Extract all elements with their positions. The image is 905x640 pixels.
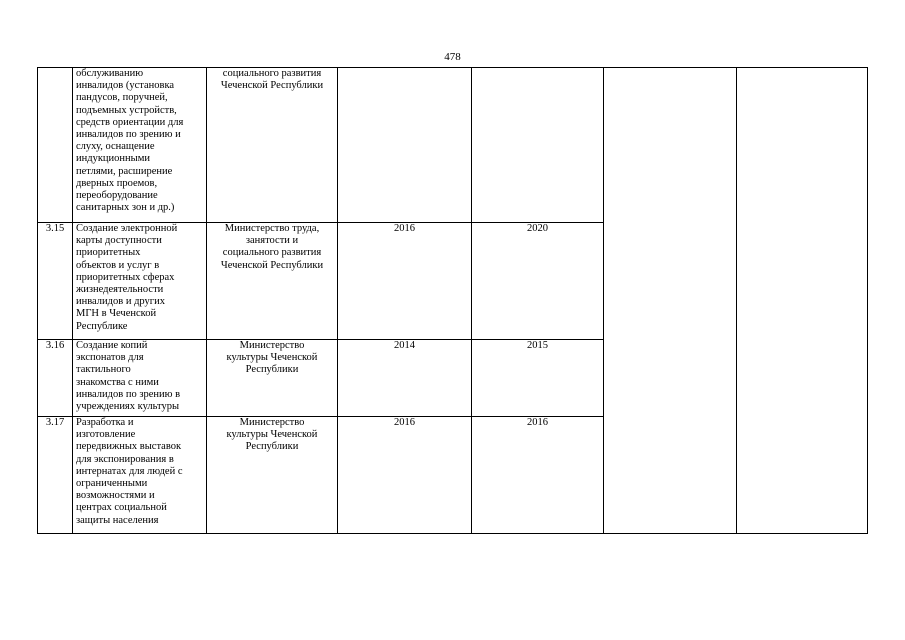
empty-cell <box>737 68 868 534</box>
executor-cell: Министерство культуры Чеченской Республики <box>207 417 338 534</box>
start-year-cell: 2014 <box>338 340 472 417</box>
row-number-cell: 3.15 <box>38 223 73 340</box>
executor-cell: Министерство труда, занятости и социального развития Чеченской Республики <box>207 223 338 340</box>
start-year-cell <box>338 68 472 223</box>
measure-name-cell: Создание копий экспонатов для тактильного знакомства с ними инвалидов по зрению в учреждениях культуры <box>73 340 207 417</box>
program-measures-table <box>37 67 868 534</box>
end-year-cell: 2020 <box>472 223 604 340</box>
page-number: 478 <box>444 51 461 63</box>
start-year-cell: 2016 <box>338 417 472 534</box>
row-number-cell <box>38 68 73 223</box>
end-year-cell: 2015 <box>472 340 604 417</box>
table-row <box>38 68 868 223</box>
measure-name-cell: обслуживанию инвалидов (установка пандусов, поручней, подъемных устройств, средств ориентации для инвалидов по зрению и слуху, оснащение индукционными петлями, расширение дверных проемов, переоборудование санитарных зон и др.) <box>73 68 207 223</box>
measure-name-cell: Создание электронной карты доступности приоритетных объектов и услуг в приоритетных сферах жизнедеятельности инвалидов и других МГН в Чеченской Республике <box>73 223 207 340</box>
executor-cell: Министерство культуры Чеченской Республики <box>207 340 338 417</box>
start-year-cell: 2016 <box>338 223 472 340</box>
end-year-cell <box>472 68 604 223</box>
row-number-cell: 3.16 <box>38 340 73 417</box>
row-number-cell: 3.17 <box>38 417 73 534</box>
end-year-cell: 2016 <box>472 417 604 534</box>
executor-cell: социального развития Чеченской Республики <box>207 68 338 223</box>
empty-cell <box>604 68 737 534</box>
measure-name-cell: Разработка и изготовление передвижных выставок для экспонирования в интернатах для людей с ограниченными возможностями и центрах социальной защиты населения <box>73 417 207 534</box>
